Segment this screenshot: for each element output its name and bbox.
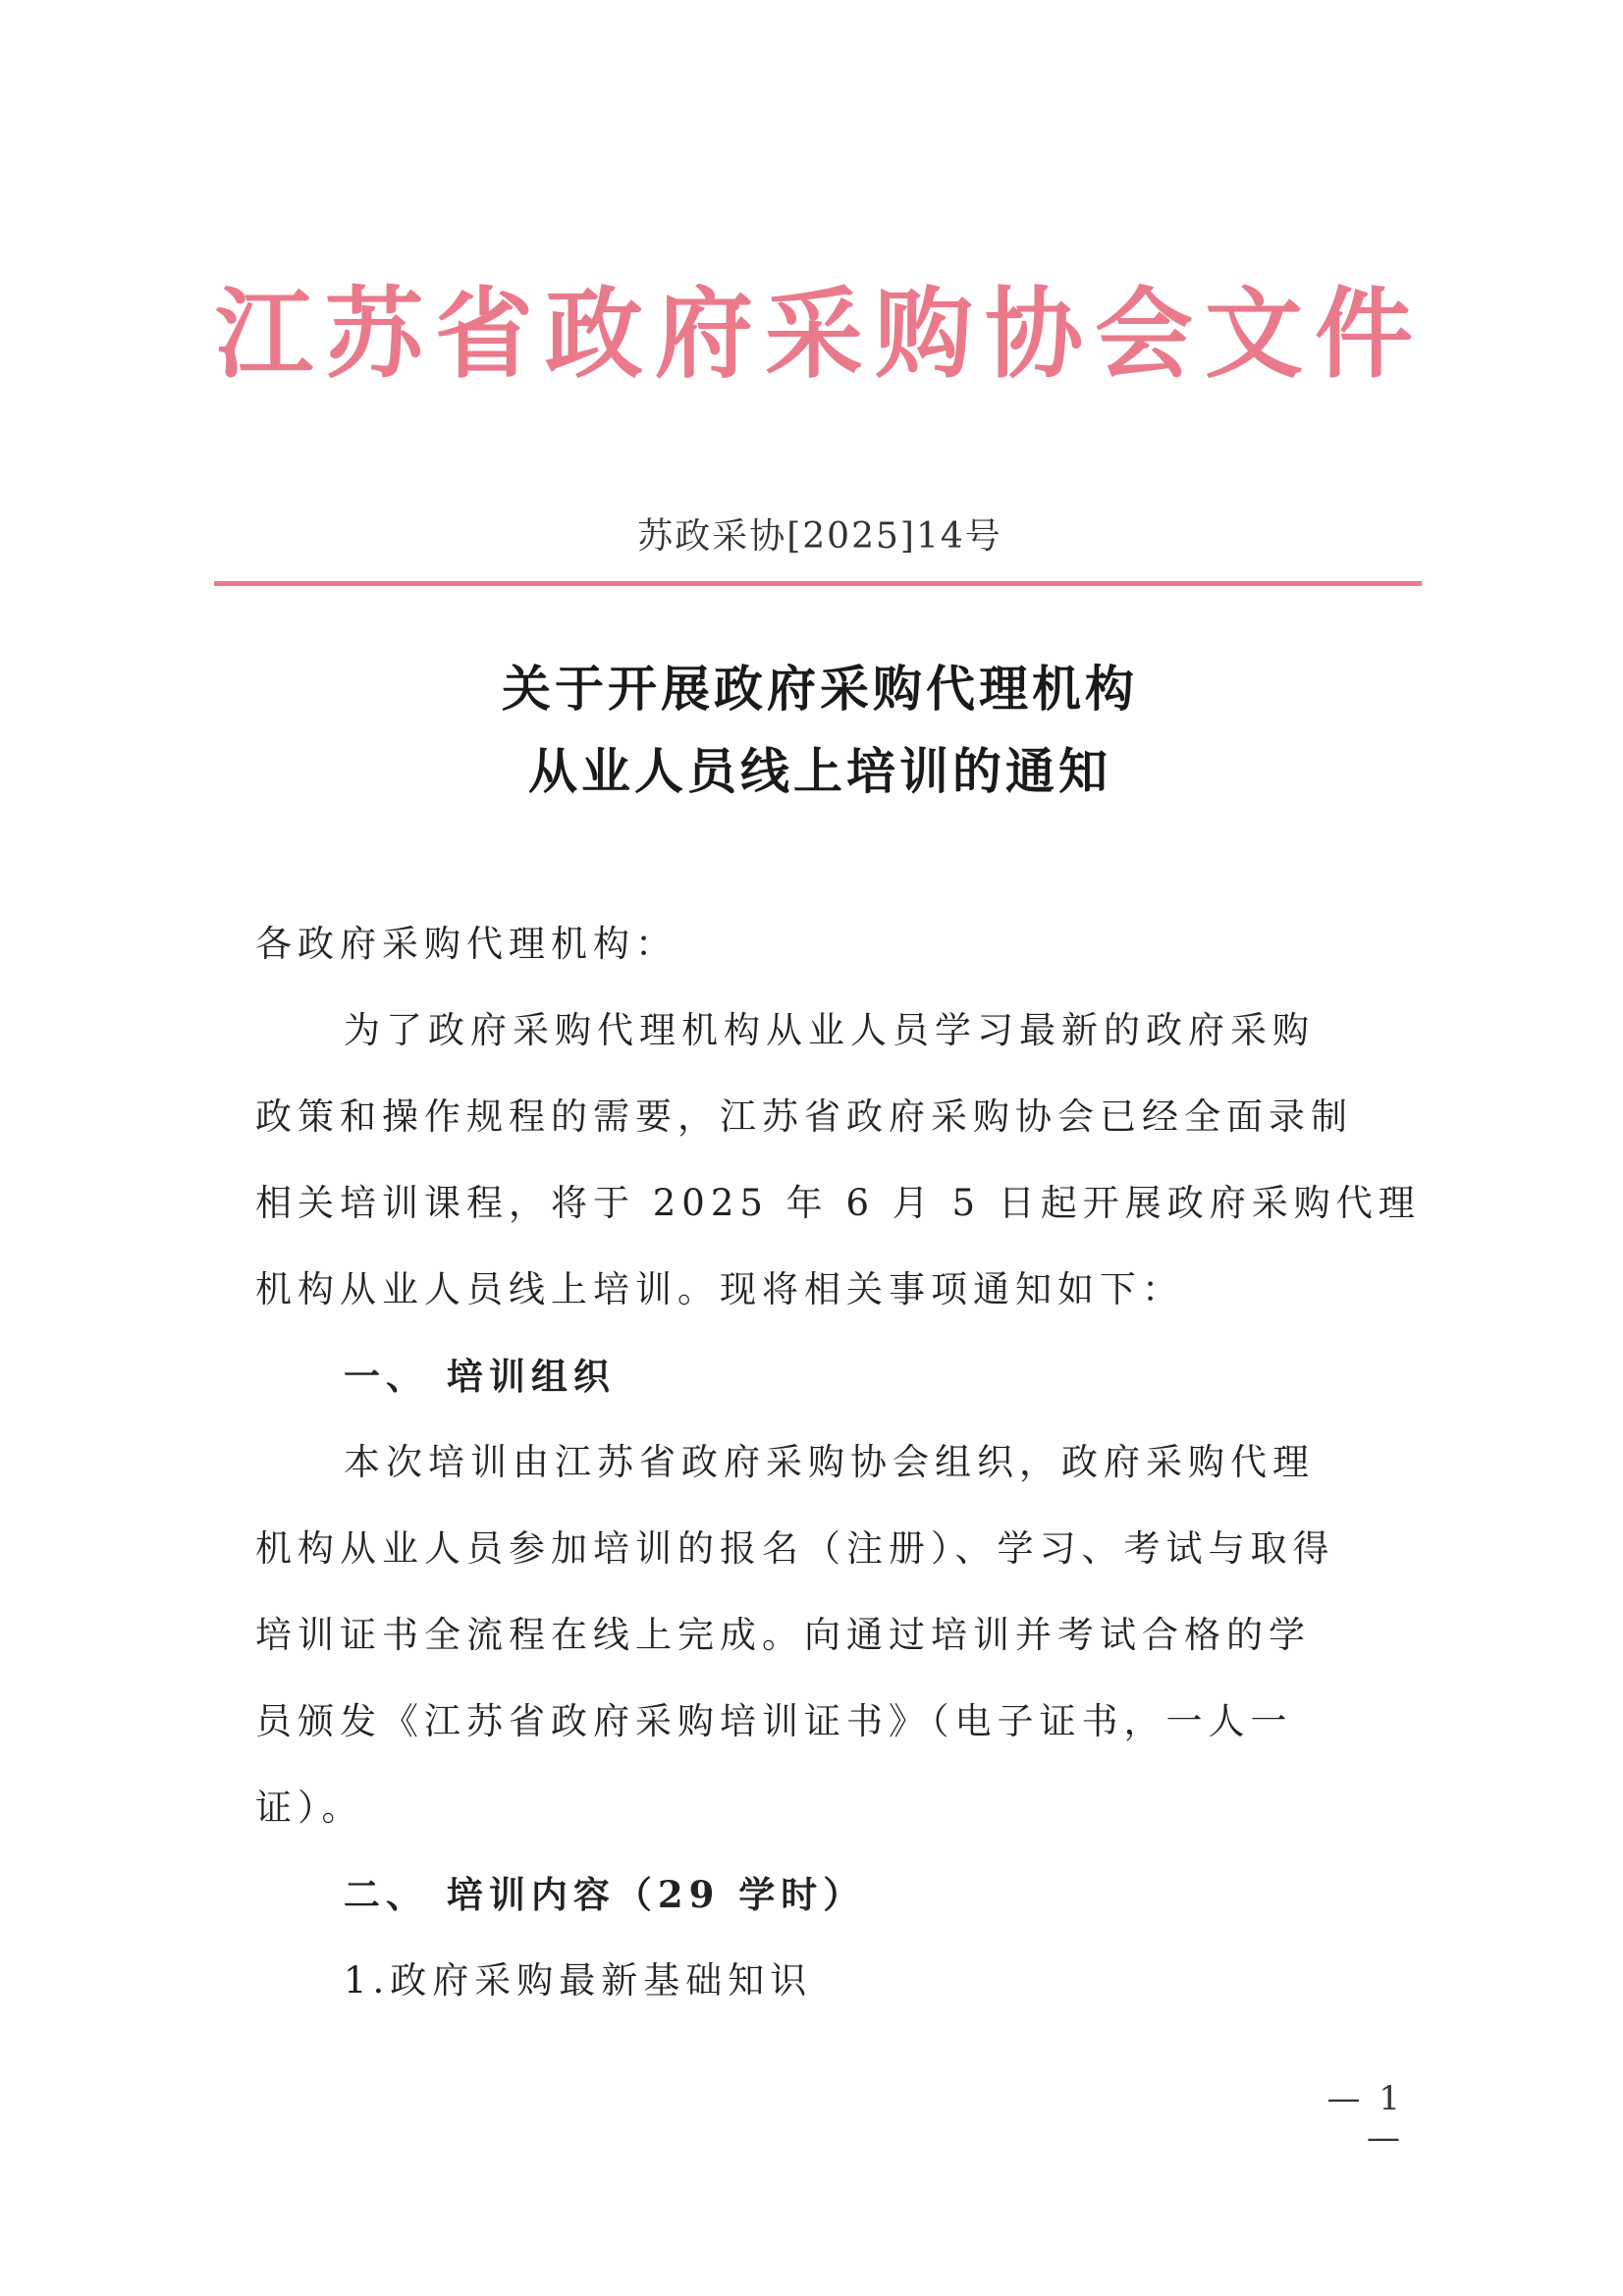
salutation: 各政府采购代理机构：: [255, 923, 677, 965]
list-item-text: 1.政府采购最新基础知识: [344, 1959, 813, 2002]
section-heading-text: 二、 培训内容（29 学时）: [344, 1873, 866, 1916]
page-number: — 1 —: [1326, 2079, 1404, 2158]
notice-title-line-2: 从业人员线上培训的通知: [528, 742, 1111, 800]
paragraph-organization-line: 证）。: [255, 1787, 364, 1829]
red-divider-line: [214, 581, 1422, 586]
paragraph-organization-line: 机构从业人员参加培训的报名（注册）、学习、考试与取得: [255, 1527, 1335, 1570]
paragraph-training-organization: [255, 1419, 1394, 1851]
paragraph-organization-line: 员颁发《江苏省政府采购培训证书》（电子证书，一人一: [255, 1700, 1293, 1742]
list-item-basic-knowledge: [255, 1938, 1394, 2024]
paragraph-intro-line: 为了政府采购代理机构从业人员学习最新的政府采购: [344, 1009, 1315, 1051]
notice-title: [211, 648, 1429, 813]
paragraph-intro-line: 相关培训课程，将于 2025 年 6 月 5 日起开展政府采购代理: [255, 1182, 1421, 1224]
paragraph-organization-line: 培训证书全流程在线上完成。向通过培训并考试合格的学: [255, 1614, 1311, 1656]
section-heading-text: 一、 培训组织: [344, 1355, 616, 1398]
paragraph-intro-line: 政策和操作规程的需要，江苏省政府采购协会已经全面录制: [255, 1095, 1353, 1138]
paragraph-intro-line: 机构从业人员线上培训。现将相关事项通知如下：: [255, 1268, 1184, 1310]
notice-title-line-1: 关于开展政府采购代理机构: [502, 660, 1138, 718]
section-heading-training-organization: [255, 1333, 1394, 1419]
document-number: 苏政采协[2025]14号: [637, 516, 1002, 557]
masthead-title: 江苏省政府采购协会文件: [215, 276, 1425, 392]
paragraph-organization-line: 本次培训由江苏省政府采购协会组织，政府采购代理: [344, 1441, 1315, 1483]
section-heading-training-content: [255, 1851, 1394, 1938]
paragraph-intro: [255, 988, 1421, 1333]
